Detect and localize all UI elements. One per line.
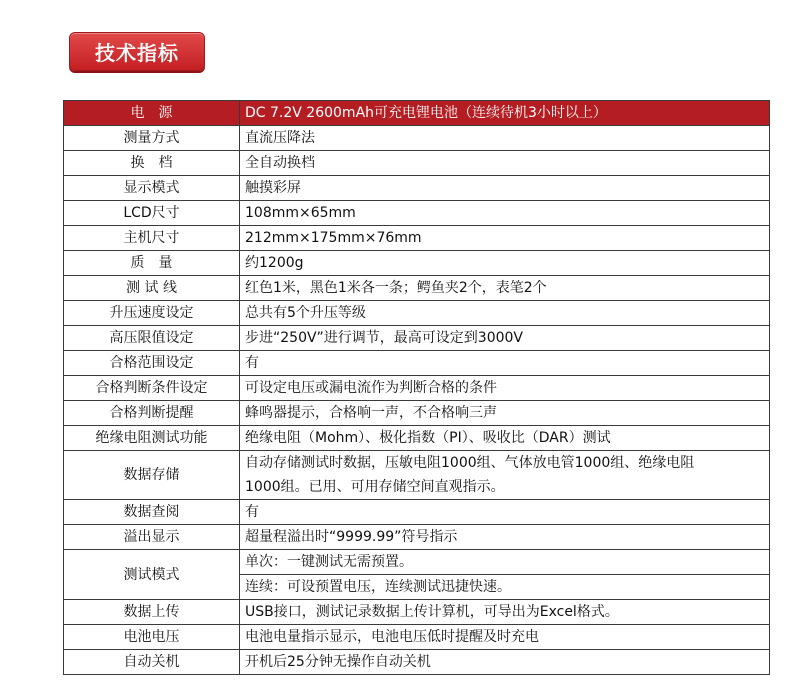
section-title: 技术指标 — [69, 32, 205, 71]
row-label: 显示模式 — [64, 176, 240, 201]
row-label: 测量方式 — [64, 126, 240, 151]
row-value: 绝缘电阻（Mohm）、极化指数（PI）、吸收比（DAR）测试 — [240, 426, 770, 451]
table-row — [64, 600, 770, 625]
table-row — [64, 226, 770, 251]
row-value-line: 连续：可设预置电压，连续测试迅捷快速。 — [240, 574, 769, 599]
row-value: 蜂鸣器提示，合格响一声，不合格响三声 — [240, 401, 770, 426]
row-label: 测 试 线 — [64, 276, 240, 301]
table-row — [64, 625, 770, 650]
table-row — [64, 251, 770, 276]
row-label: 合格判断条件设定 — [64, 376, 240, 401]
row-value: 全自动换档 — [240, 151, 770, 176]
row-value: 超量程溢出时“9999.99”符号指示 — [240, 525, 770, 550]
row-value-line: 单次：一键测试无需预置。 — [245, 554, 413, 570]
row-label: 质 量 — [64, 251, 240, 276]
table-row — [64, 201, 770, 226]
row-value: 开机后25分钟无操作自动关机 — [240, 650, 770, 675]
table-row — [64, 301, 770, 326]
table-row — [64, 126, 770, 151]
table-row — [64, 326, 770, 351]
row-value: DC 7.2V 2600mAh可充电锂电池（连续待机3小时以上） — [240, 101, 770, 126]
table-row — [64, 650, 770, 675]
row-value-line: 自动存储测试时数据，压敏电阻1000组、气体放电管1000组、绝缘电阻 — [245, 455, 695, 471]
table-row — [64, 500, 770, 525]
row-value: 电池电量指示显示，电池电压低时提醒及时充电 — [240, 625, 770, 650]
table-row — [64, 550, 770, 600]
table-row — [64, 376, 770, 401]
row-value: 总共有5个升压等级 — [240, 301, 770, 326]
row-label: LCD尺寸 — [64, 201, 240, 226]
row-value: 触摸彩屏 — [240, 176, 770, 201]
row-value: 步进“250V”进行调节，最高可设定到3000V — [240, 326, 770, 351]
row-label: 主机尺寸 — [64, 226, 240, 251]
row-label: 合格判断提醒 — [64, 401, 240, 426]
row-label: 测试模式 — [64, 550, 240, 600]
table-row — [64, 426, 770, 451]
table-row — [64, 276, 770, 301]
row-value: 直流压降法 — [240, 126, 770, 151]
row-value: 约1200g — [240, 251, 770, 276]
row-label: 换 档 — [64, 151, 240, 176]
row-label: 升压速度设定 — [64, 301, 240, 326]
table-row — [64, 151, 770, 176]
row-value — [240, 550, 770, 600]
row-label: 合格范围设定 — [64, 351, 240, 376]
row-label: 自动关机 — [64, 650, 240, 675]
row-label: 数据上传 — [64, 600, 240, 625]
spec-table — [63, 100, 770, 675]
row-value: 有 — [240, 500, 770, 525]
table-row — [64, 525, 770, 550]
row-label: 数据存储 — [64, 451, 240, 500]
row-value — [240, 451, 770, 500]
row-label: 电池电压 — [64, 625, 240, 650]
table-row — [64, 101, 770, 126]
row-label: 绝缘电阻测试功能 — [64, 426, 240, 451]
row-label: 数据查阅 — [64, 500, 240, 525]
row-label: 电 源 — [64, 101, 240, 126]
row-label: 溢出显示 — [64, 525, 240, 550]
table-row — [64, 401, 770, 426]
row-value: 有 — [240, 351, 770, 376]
table-row — [64, 351, 770, 376]
row-value: 红色1米，黑色1米各一条；鳄鱼夹2个，表笔2个 — [240, 276, 770, 301]
row-value: USB接口，测试记录数据上传计算机，可导出为Excel格式。 — [240, 600, 770, 625]
table-row — [64, 451, 770, 500]
row-label: 高压限值设定 — [64, 326, 240, 351]
row-value: 可设定电压或漏电流作为判断合格的条件 — [240, 376, 770, 401]
row-value: 212mm×175mm×76mm — [240, 226, 770, 251]
row-value-line: 1000组。已用、可用存储空间直观指示。 — [245, 479, 505, 495]
row-value: 108mm×65mm — [240, 201, 770, 226]
table-row — [64, 176, 770, 201]
